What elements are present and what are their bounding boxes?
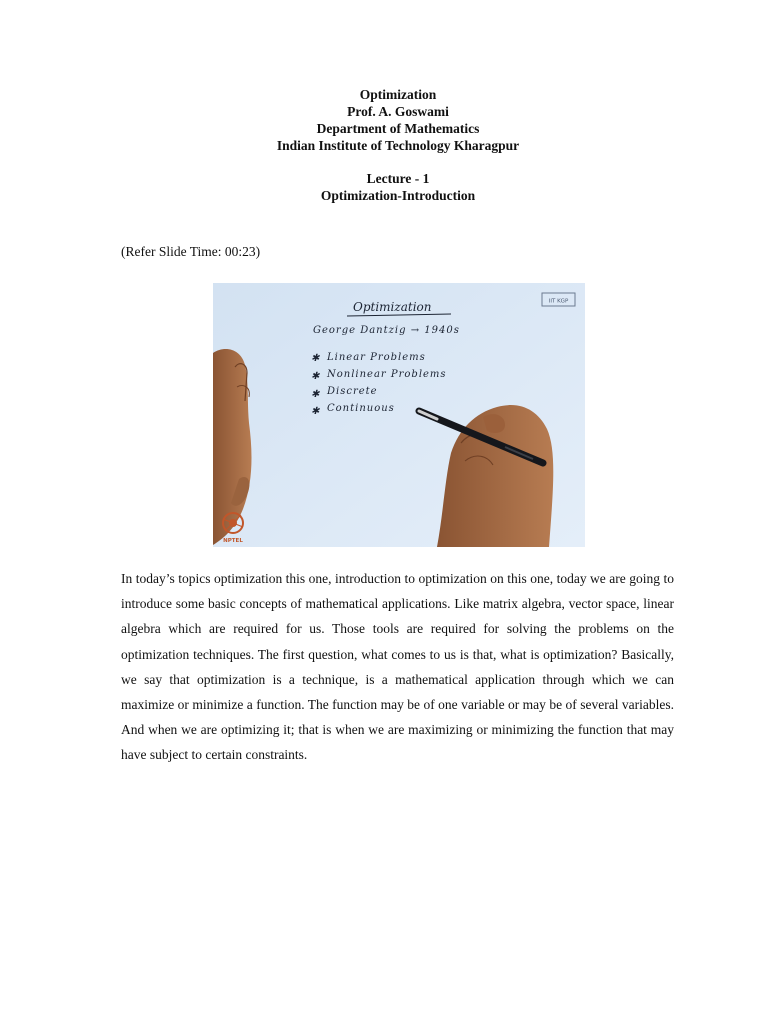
corner-stamp: IIT KGP — [548, 298, 569, 305]
lecture-topic: Optimization-Introduction — [320, 188, 476, 203]
doc-department: Department of Mathematics — [316, 121, 480, 136]
slide-bullet-1: ✱ — [311, 353, 320, 364]
slide-bullet-2: ✱ — [311, 371, 320, 382]
doc-institute: Indian Institute of Technology Kharagpur — [276, 138, 520, 153]
doc-title: Optimization — [359, 87, 437, 102]
slide-item-linear: Linear Problems — [327, 352, 426, 363]
document-header — [0, 86, 768, 204]
slide-bullet-3: ✱ — [311, 389, 320, 400]
doc-author: Prof. A. Goswami — [347, 104, 449, 119]
lecture-number: Lecture - 1 — [366, 171, 430, 186]
slide-item-continuous: Continuous — [327, 403, 395, 414]
slide-item-nonlinear: Nonlinear Problems — [327, 369, 447, 380]
slide-heading: Optimization — [353, 300, 432, 314]
slide-subheading: George Dantzig → 1940s — [313, 325, 460, 336]
header-gap — [0, 154, 768, 170]
refer-slide-time: (Refer Slide Time: 00:23) — [121, 244, 261, 259]
lecture-slide-image — [213, 283, 585, 547]
lecture-paragraph: In today’s topics optimization this one, introduction to optimization on this one, today we are going to introduce some basic concepts of mathematical applications. Like matrix algebra, vector space, linear algebra which are required for us. Those tools are required for solving the problems on the optimization techniques. The first question, what comes to us is that, what is optimization? Basically, we say that optimization is a technique, is a mathematical application through which we can maximize or minimize a function. The function may be of one variable or may be of several variables. And when we are optimizing it; that is when we are maximizing or minimizing the function that may have subject to certain constraints. — [121, 571, 674, 763]
slide-item-discrete: Discrete — [327, 386, 378, 397]
nptel-logo-text: NPTEL — [223, 538, 243, 544]
slide-bullet-4: ✱ — [311, 406, 320, 417]
slide-svg — [213, 283, 585, 547]
